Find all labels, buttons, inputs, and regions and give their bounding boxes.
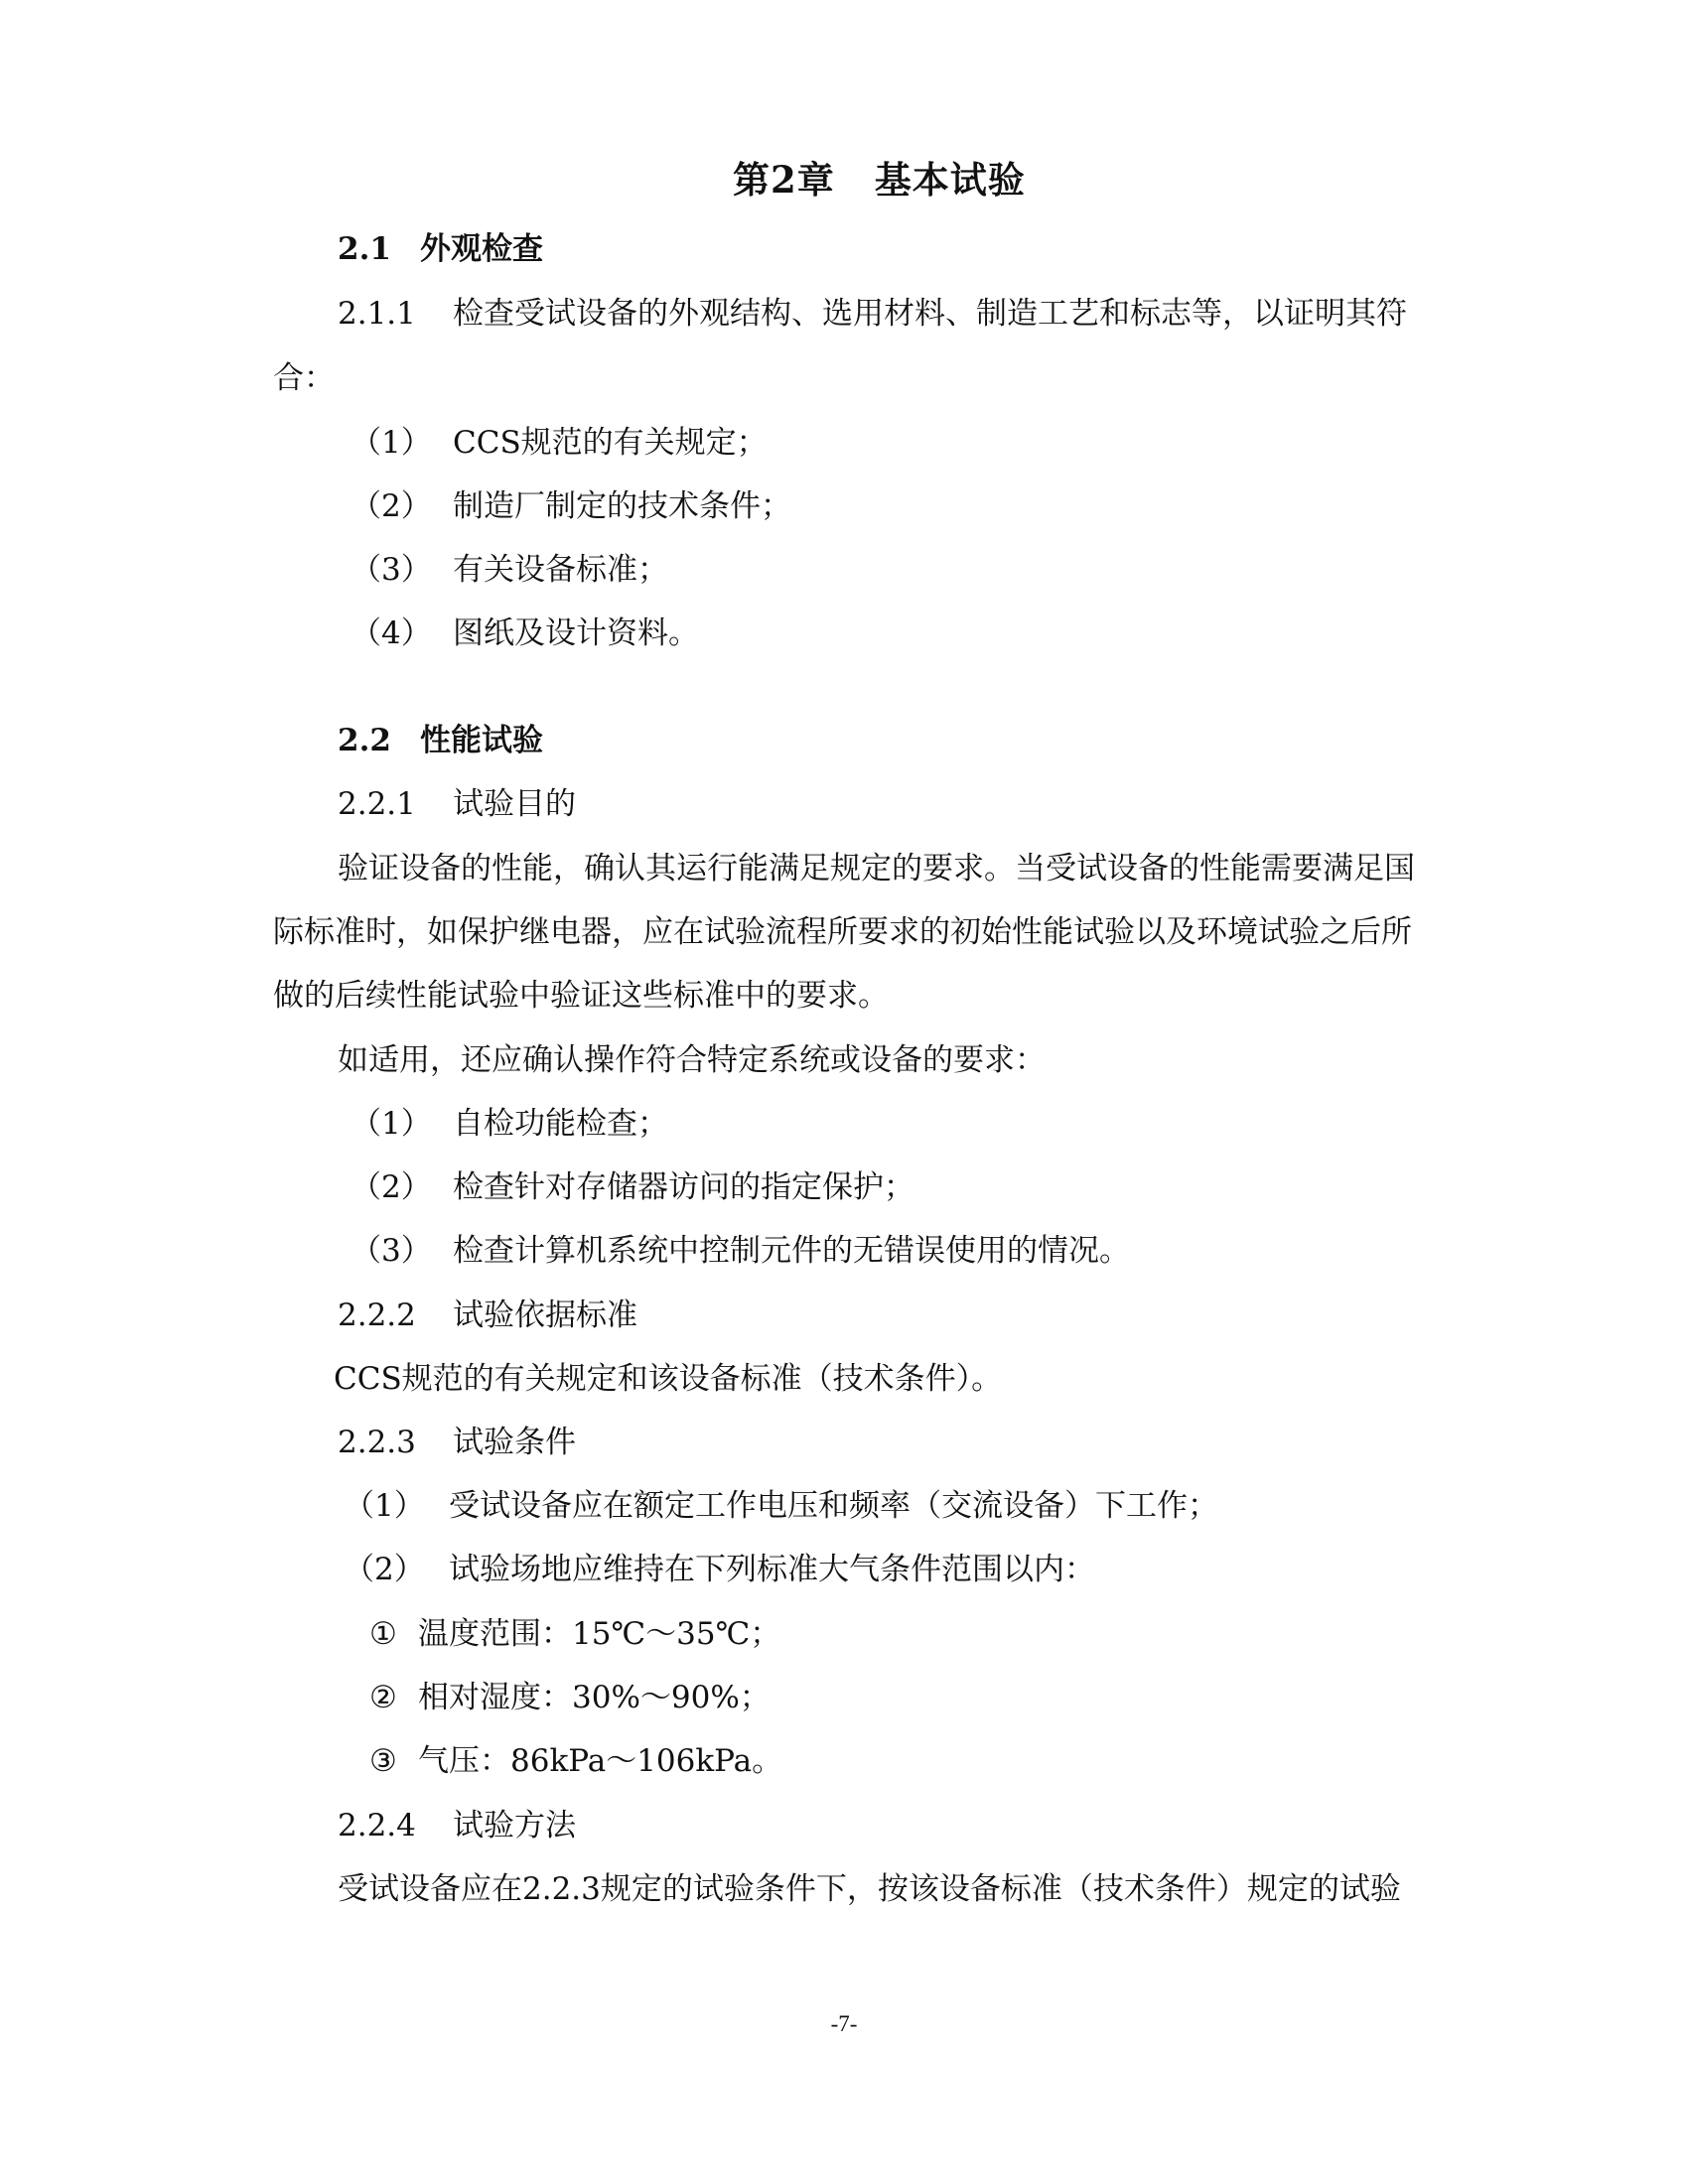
list-item: （2） 试验场地应维持在下列标准大气条件范围以内： [344,1552,1095,1587]
section-number: 2.2 [338,723,391,758]
condition-item: ③ 气压：86kPa～106kPa。 [369,1743,783,1779]
page-number: -7- [830,2011,858,2036]
condition-item: ② 相对湿度：30%～90%； [369,1680,771,1715]
paragraph-text: 检查受试设备的外观结构、选用材料、制造工艺和标志等，以证明其符 [453,296,1407,332]
section-2-2-heading [338,721,543,760]
condition-item: ① 温度范围：15℃～35℃； [369,1616,781,1652]
list-item: （3） 有关设备标准； [351,552,668,588]
paragraph-line: 验证设备的性能，确认其运行能满足规定的要求。当受试设备的性能需要满足国 [338,851,1415,887]
paragraph-line: 际标准时，如保护继电器，应在试验流程所要求的初始性能试验以及环境试验之后所 [273,914,1412,950]
subsection-2-2-3-heading: 2.2.3 试验条件 [338,1425,576,1460]
subsection-2-2-1-heading: 2.2.1 试验目的 [338,786,576,822]
list-item: （2） 制造厂制定的技术条件； [351,488,791,524]
paragraph-line: CCS规范的有关规定和该设备标准（技术条件）。 [334,1361,1003,1397]
list-item: （1） 自检功能检查； [351,1106,668,1142]
paragraph-line: 如适用，还应确认操作符合特定系统或设备的要求： [338,1042,1046,1078]
chapter-title [733,160,1026,200]
subsection-2-2-2-heading: 2.2.2 试验依据标准 [338,1297,637,1333]
section-2-1-heading [338,229,543,269]
section-title: 外观检查 [420,231,543,267]
list-item: （3） 检查计算机系统中控制元件的无错误使用的情况。 [351,1233,1130,1269]
section-number: 2.1 [338,231,391,267]
list-item: （1） CCS规范的有关规定； [351,425,768,461]
clause-number: 2.1.1 [338,296,416,332]
paragraph-2-1-1-line-1 [338,294,1407,334]
paragraph-2-1-1-line-2: 合： [273,360,335,396]
chapter-number: 第2章 [733,158,835,202]
section-title: 性能试验 [420,723,543,758]
list-item: （2） 检查针对存储器访问的指定保护； [351,1169,914,1205]
list-item: （1） 受试设备应在额定工作电压和频率（交流设备）下工作； [344,1488,1218,1524]
chapter-name: 基本试验 [874,158,1026,202]
list-item: （4） 图纸及设计资料。 [351,615,699,651]
paragraph-line: 受试设备应在2.2.3规定的试验条件下，按该设备标准（技术条件）规定的试验 [338,1871,1401,1907]
paragraph-line: 做的后续性能试验中验证这些标准中的要求。 [273,978,889,1014]
subsection-2-2-4-heading: 2.2.4 试验方法 [338,1808,576,1843]
